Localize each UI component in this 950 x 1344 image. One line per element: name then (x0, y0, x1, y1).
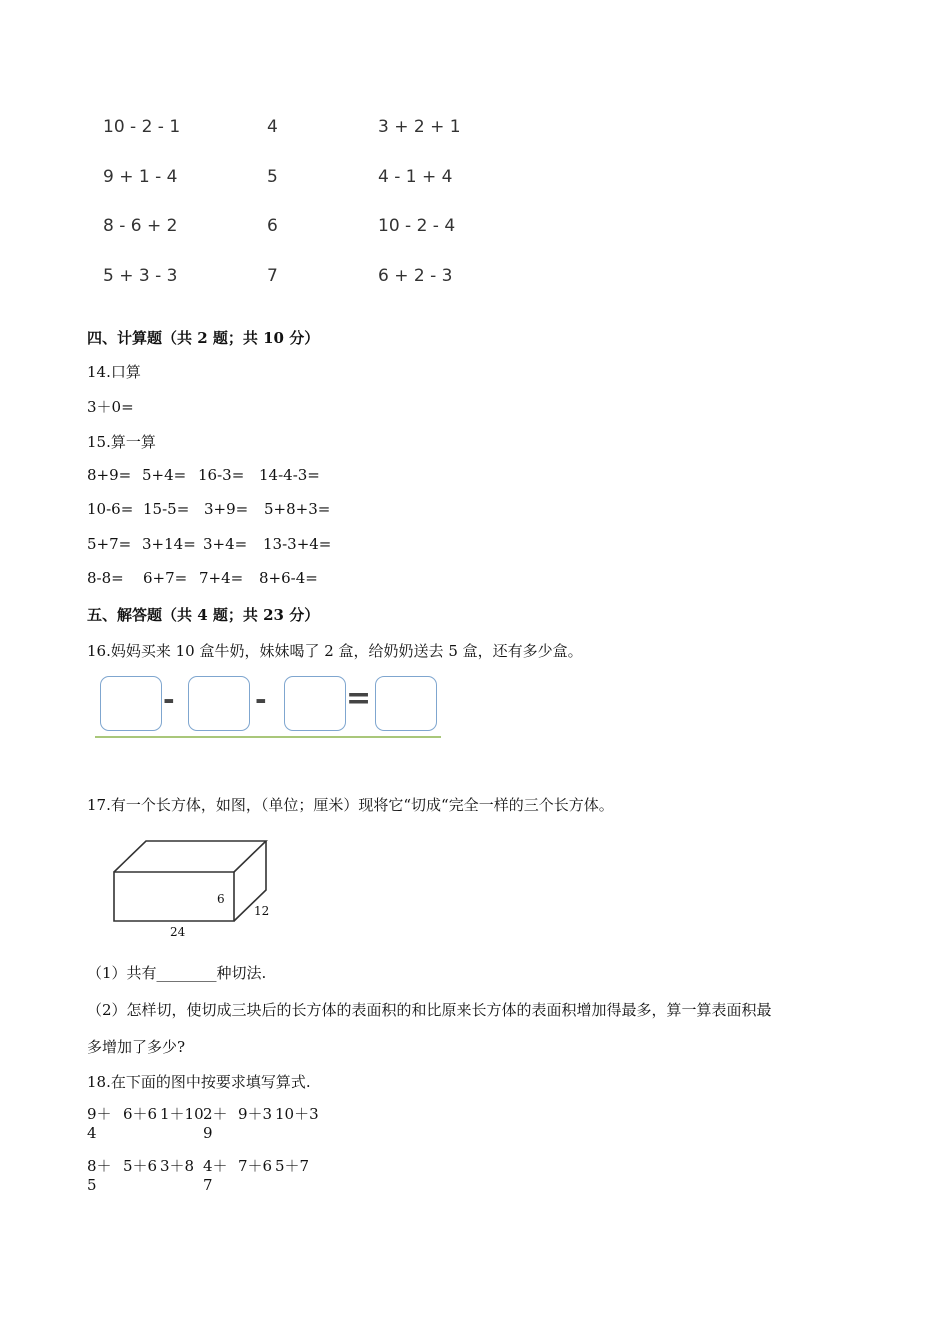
q18-cell: 9 (203, 1124, 213, 1142)
q15-item: 15-5= (143, 500, 190, 518)
match-right-1: 3 + 2 + 1 (378, 117, 461, 137)
q15-item: 8+6-4= (259, 569, 318, 587)
q18-cell: 4＋ (203, 1157, 228, 1175)
q15-item: 8-8= (87, 569, 124, 587)
minus-sign: - (163, 683, 175, 716)
q15-item: 6+7= (143, 569, 188, 587)
q14-expression: 3＋0= (87, 398, 134, 416)
match-left-3: 8 - 6 + 2 (103, 216, 178, 236)
baseline-divider (95, 736, 441, 738)
q18-cell: 7 (203, 1176, 213, 1194)
q18-cell: 9＋3 (238, 1105, 273, 1123)
q18-cell: 5 (87, 1176, 97, 1194)
match-right-2: 4 - 1 + 4 (378, 167, 453, 187)
answer-box-1[interactable] (100, 676, 162, 731)
q17-sub2-line1: （2）怎样切，使切成三块后的长方体的表面积的和比原来长方体的表面积增加得最多，算一算表面积最 (87, 1001, 772, 1019)
match-mid-2: 5 (267, 167, 278, 187)
q15-item: 3+4= (203, 535, 248, 553)
section-4-title: 四、计算题（共 2 题；共 10 分） (87, 329, 320, 347)
answer-box-2[interactable] (188, 676, 250, 731)
match-left-2: 9 + 1 - 4 (103, 167, 178, 187)
section-5-title: 五、解答题（共 4 题；共 23 分） (87, 606, 320, 624)
q15-title: 15.算一算 (87, 433, 156, 451)
q18-cell: 5＋6 (123, 1157, 158, 1175)
q17-sub2-line2: 多增加了多少? (87, 1038, 186, 1056)
answer-box-3[interactable] (284, 676, 346, 731)
q15-item: 5+7= (87, 535, 132, 553)
match-mid-3: 6 (267, 216, 278, 236)
q18-cell: 4 (87, 1124, 97, 1142)
q18-cell: 8＋ (87, 1157, 112, 1175)
q17-sub1: （1）共有________种切法. (87, 964, 267, 982)
q15-item: 16-3= (198, 466, 245, 484)
depth-label: 12 (254, 904, 270, 918)
minus-sign: - (255, 683, 267, 716)
q18-text: 18.在下面的图中按要求填写算式. (87, 1073, 311, 1091)
q18-cell: 6＋6 (123, 1105, 158, 1123)
match-left-4: 5 + 3 - 3 (103, 266, 178, 286)
q15-item: 8+9= (87, 466, 132, 484)
equals-sign: = (346, 681, 372, 716)
q15-item: 13-3+4= (263, 535, 332, 553)
q18-cell: 7＋6 (238, 1157, 273, 1175)
q18-cell: 1＋10 (160, 1105, 204, 1123)
match-right-3: 10 - 2 - 4 (378, 216, 456, 236)
q15-item: 14-4-3= (259, 466, 320, 484)
cuboid-drawing (100, 835, 280, 945)
match-mid-4: 7 (267, 266, 278, 286)
q18-cell: 2＋ (203, 1105, 228, 1123)
q14-title: 14.口算 (87, 363, 141, 381)
q15-item: 3+14= (142, 535, 196, 553)
q17-text: 17.有一个长方体，如图，（单位；厘米）现将它“切成“完全一样的三个长方体。 (87, 796, 614, 814)
height-label: 6 (217, 892, 225, 906)
q15-item: 7+4= (199, 569, 244, 587)
match-mid-1: 4 (267, 117, 278, 137)
q15-item: 3+9= (204, 500, 249, 518)
q18-cell: 5＋7 (275, 1157, 310, 1175)
q18-cell: 3＋8 (160, 1157, 195, 1175)
cuboid-figure (100, 835, 280, 945)
q15-item: 5+4= (142, 466, 187, 484)
q16-text: 16.妈妈买来 10 盒牛奶，妹妹喝了 2 盒，给奶奶送去 5 盒，还有多少盒。 (87, 642, 583, 660)
q18-cell: 9＋ (87, 1105, 112, 1123)
answer-box-4[interactable] (375, 676, 437, 731)
q18-cell: 10＋3 (275, 1105, 319, 1123)
match-right-4: 6 + 2 - 3 (378, 266, 453, 286)
q15-item: 10-6= (87, 500, 134, 518)
q15-item: 5+8+3= (264, 500, 331, 518)
length-label: 24 (170, 925, 186, 939)
match-left-1: 10 - 2 - 1 (103, 117, 181, 137)
